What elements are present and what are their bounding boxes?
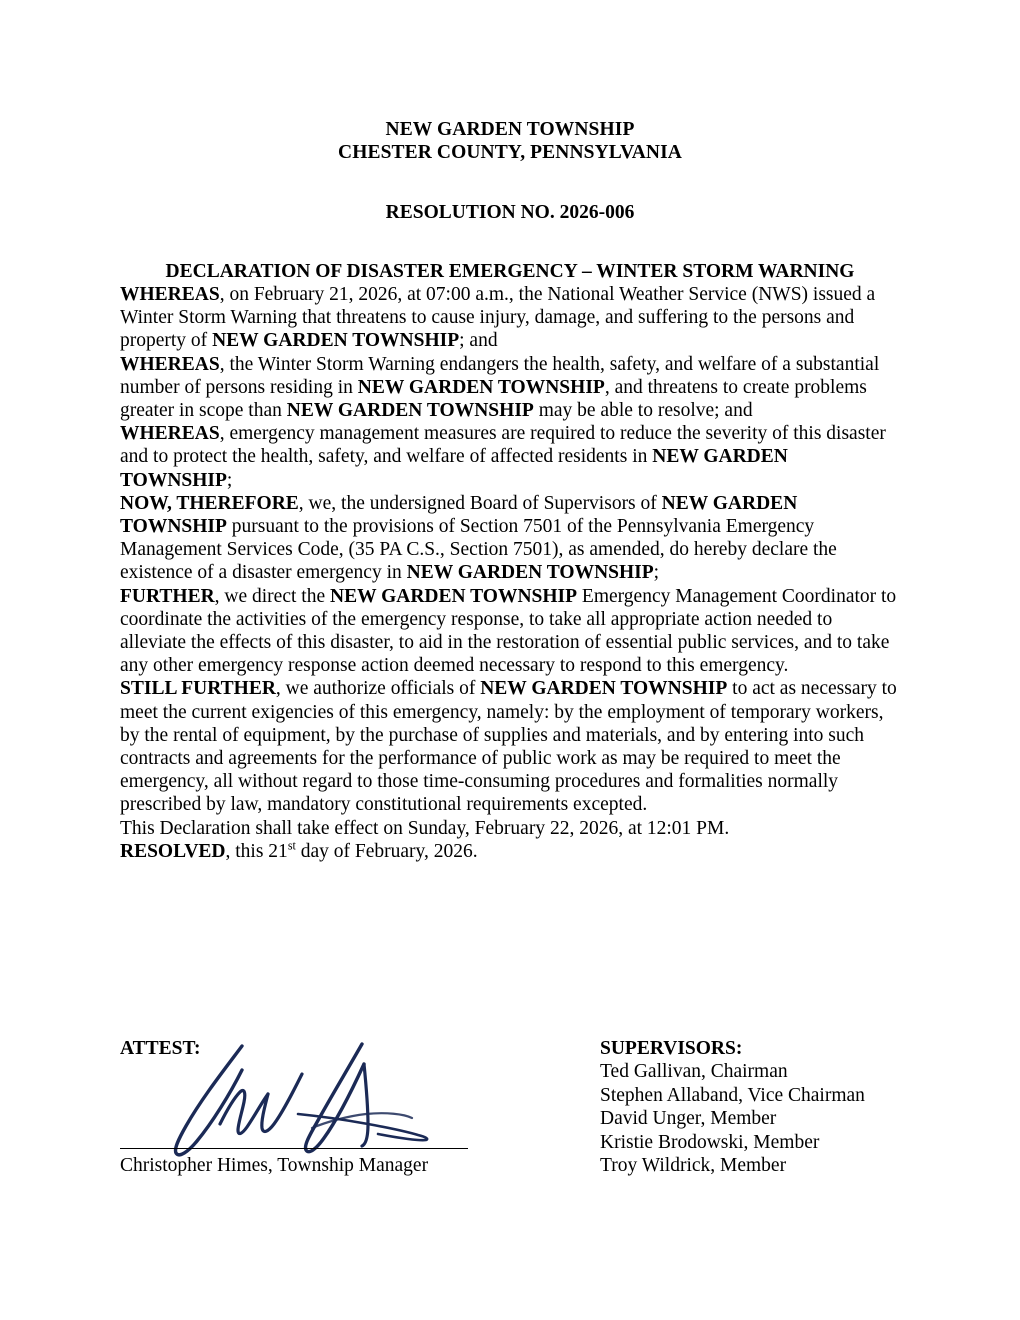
whereas-2-text-a: , the Winter Storm Warning endangers the health, safety, and welfare of a substantial number of persons residing in [120, 353, 880, 398]
signature-line [120, 1148, 468, 1149]
now-therefore-text-e: ; [653, 562, 660, 584]
resolved-ordinal-suffix: st [287, 838, 296, 853]
whereas-1-lead: WHEREAS [120, 284, 220, 305]
document-subtitle: DECLARATION OF DISASTER EMERGENCY – WINTER STORM WARNING [165, 261, 855, 282]
paragraph-whereas-3 [120, 422, 900, 492]
paragraph-whereas-2 [120, 353, 900, 423]
effective-date-text: This Declaration shall take effect on Sunday, February 22, 2026, at 12:01 PM. [120, 817, 730, 839]
supervisors-column [600, 1038, 910, 1178]
document-body [120, 118, 900, 863]
now-therefore-text-a: , we, the undersigned Board of Supervisors of [298, 492, 662, 514]
whereas-2-lead: WHEREAS [120, 353, 220, 375]
paragraph-whereas-1 [120, 283, 900, 353]
resolved-text-a: , this 21 [225, 840, 288, 862]
resolved-text-b: day of February, 2026. [295, 840, 478, 862]
further-bold-b: NEW GARDEN TOWNSHIP [329, 585, 578, 607]
paragraph-still-further [120, 677, 900, 816]
township-name: NEW GARDEN TOWNSHIP [385, 119, 635, 140]
whereas-3-bold-b: NEW GARDEN TOWNSHIP [120, 446, 788, 491]
supervisor-item: Kristie Brodowski, Member [600, 1131, 820, 1153]
further-text-a: , we direct the [214, 585, 330, 607]
still-further-text-a: , we authorize officials of [275, 678, 481, 700]
signature-block [120, 1038, 910, 1218]
attest-signer-name: Christopher Himes, Township Manager [120, 1155, 429, 1176]
county-state: CHESTER COUNTY, PENNSYLVANIA [338, 142, 682, 163]
supervisor-item: Troy Wildrick, Member [600, 1155, 787, 1176]
whereas-2-text-c: , and threatens to create problems greater in scope than [120, 376, 867, 422]
resolved-lead: RESOLVED [120, 840, 226, 862]
whereas-1-bold-b: NEW GARDEN TOWNSHIP [212, 330, 460, 352]
whereas-3-lead: WHEREAS [120, 423, 220, 445]
still-further-bold-b: NEW GARDEN TOWNSHIP [480, 678, 728, 700]
whereas-3-text-c: ; [226, 469, 233, 491]
whereas-2-text-e: may be able to resolve; and [533, 400, 753, 422]
paragraph-now-therefore [120, 492, 900, 585]
attest-column [120, 1038, 590, 1176]
whereas-1-text-a: , on February 21, 2026, at 07:00 a.m., the National Weather Service (NWS) issued a Winter Storm Warning that threatens to cause injury, damage, and suffering to the persons and property of [120, 284, 876, 352]
paragraph-further [120, 585, 900, 678]
resolution-number: RESOLUTION NO. 2026-006 [385, 202, 635, 223]
still-further-text-c: to act as necessary to meet the current exigencies of this emergency, namely: by the employment of temporary workers, by the rental of equipment, by the purchase of supplies and materials, and by entering into such contracts and agreements for the performance of public work as may be required to meet the emergency, all without regard to those time-consuming procedures and formalities normally prescribed by law, mandatory constitutional requirements excepted. [120, 678, 897, 816]
now-therefore-bold-b: NEW GARDEN TOWNSHIP [120, 492, 798, 538]
document-header [120, 118, 900, 164]
now-therefore-text-c: pursuant to the provisions of Section 7501 of the Pennsylvania Emergency Management Services Code, (35 PA C.S., Section 7501), as amended, do hereby declare the existence of a disaster emergency in [120, 516, 837, 584]
supervisors-label: SUPERVISORS: [600, 1038, 743, 1059]
attest-label: ATTEST: [120, 1038, 201, 1059]
now-therefore-lead: NOW, THEREFORE [120, 492, 299, 514]
supervisor-item: Stephen Allaband, Vice Chairman [600, 1084, 865, 1106]
now-therefore-bold-d: NEW GARDEN TOWNSHIP [406, 562, 654, 584]
supervisor-item: David Unger, Member [600, 1108, 777, 1129]
paragraph-resolved [120, 840, 900, 863]
whereas-3-text-a: , emergency management measures are required to reduce the severity of this disaster and to protect the health, safety, and welfare of affected residents in [120, 423, 886, 468]
paragraph-effective-date [120, 817, 900, 840]
supervisors-list [600, 1060, 910, 1178]
further-lead: FURTHER [120, 585, 215, 607]
supervisor-item: Ted Gallivan, Chairman [600, 1061, 788, 1082]
whereas-2-bold-b: NEW GARDEN TOWNSHIP [357, 376, 605, 398]
further-text-c: Emergency Management Coordinator to coordinate the activities of the emergency response, to take all appropriate action needed to alleviate the effects of this disaster, to aid in the restoration of essential public services, and to take any other emergency response action deemed necessary to respond to this emergency. [120, 585, 897, 677]
whereas-1-text-c: ; and [459, 330, 498, 352]
still-further-lead: STILL FURTHER [120, 678, 276, 700]
whereas-2-bold-d: NEW GARDEN TOWNSHIP [286, 400, 534, 422]
